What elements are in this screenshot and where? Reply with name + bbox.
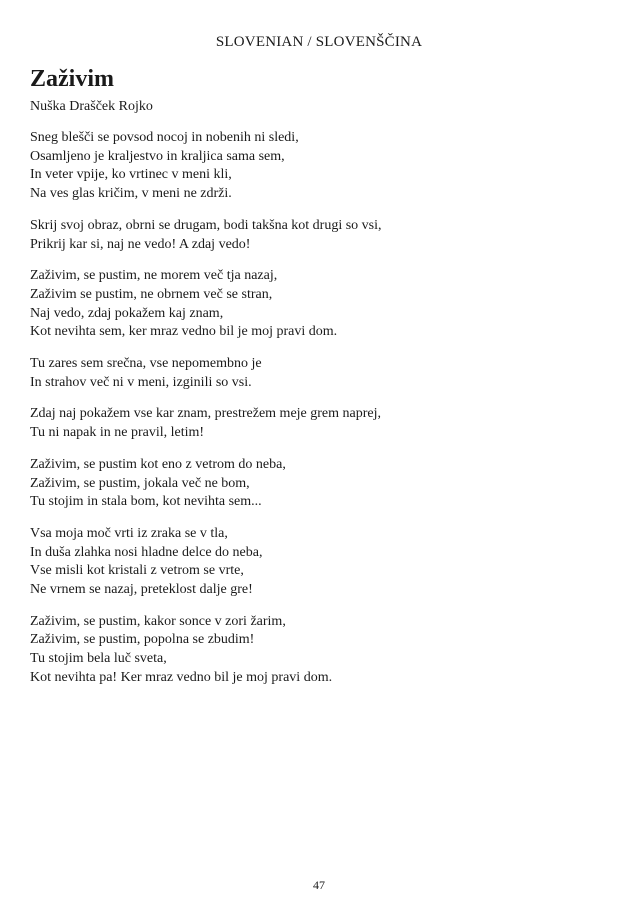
poem-stanzas <box>30 129 610 688</box>
poem-title: Zaživim <box>30 66 114 92</box>
poem-line: In duša zlahka nosi hladne delce do neba, <box>30 544 263 560</box>
poem-line: Vse misli kot kristali z vetrom se vrte, <box>30 563 244 579</box>
stanza-4 <box>30 355 610 392</box>
poem-line: Tu zares sem srečna, vse nepomembno je <box>30 356 262 372</box>
poem-content <box>30 64 610 701</box>
poem-line: Zaživim, se pustim kot eno z vetrom do neba, <box>30 456 286 472</box>
poem-line: Prikrij kar si, naj ne vedo! A zdaj vedo! <box>30 236 251 252</box>
poem-line: Zaživim, se pustim, jokala več ne bom, <box>30 475 250 491</box>
poem-line: In strahov več ni v meni, izginili so vsi. <box>30 374 252 390</box>
stanza-1 <box>30 129 610 204</box>
poem-line: Tu ni napak in ne pravil, letim! <box>30 425 205 441</box>
running-header: SLOVENIAN / SLOVENŠČINA <box>215 34 423 50</box>
poem-line: Tu stojim bela luč sveta, <box>30 651 167 667</box>
poem-line: Naj vedo, zdaj pokažem kaj znam, <box>30 305 224 321</box>
stanza-2 <box>30 217 610 254</box>
poem-line: Zdaj naj pokažem vse kar znam, prestrežem meje grem naprej, <box>30 406 382 422</box>
poem-line: Kot nevihta pa! Ker mraz vedno bil je moj pravi dom. <box>30 669 333 685</box>
page-number: 47 <box>313 878 325 892</box>
stanza-6 <box>30 456 610 512</box>
poem-line: Skrij svoj obraz, obrni se drugam, bodi takšna kot drugi so vsi, <box>30 217 382 233</box>
poem-line: Tu stojim in stala bom, kot nevihta sem... <box>30 494 262 510</box>
poem-author: Nuška Drašček Rojko <box>30 99 153 114</box>
poem-line: Zaživim, se pustim, popolna se zbudim! <box>30 632 255 648</box>
poem-line: Osamljeno je kraljestvo in kraljica sama sem, <box>30 148 285 164</box>
poem-line: Ne vrnem se nazaj, preteklost dalje gre! <box>30 582 253 598</box>
poem-line: Na ves glas kričim, v meni ne zdrži. <box>30 186 232 202</box>
poem-line: In veter vpije, ko vrtinec v meni kli, <box>30 167 232 183</box>
stanza-8 <box>30 613 610 688</box>
stanza-7 <box>30 525 610 600</box>
poem-line: Vsa moja moč vrti iz zraka se v tla, <box>30 525 228 541</box>
poem-line: Sneg blešči se povsod nocoj in nobenih ni sledi, <box>30 130 299 145</box>
poem-line: Zaživim, se pustim, kakor sonce v zori žarim, <box>30 613 286 629</box>
poem-line: Zaživim se pustim, ne obrnem več se stran, <box>30 286 273 302</box>
stanza-5 <box>30 405 610 442</box>
poem-line: Kot nevihta sem, ker mraz vedno bil je moj pravi dom. <box>30 324 338 340</box>
stanza-3 <box>30 267 610 342</box>
poem-line: Zaživim, se pustim, ne morem več tja nazaj, <box>30 268 278 284</box>
